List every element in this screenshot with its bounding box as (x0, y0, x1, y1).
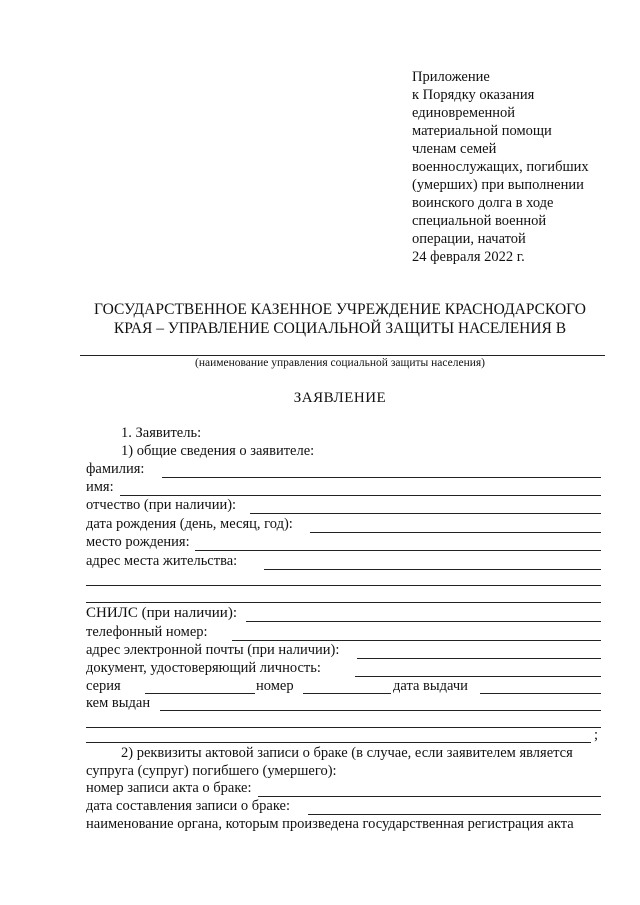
address-label: адрес места жительства: (86, 553, 238, 569)
issued-by-field-line-2[interactable] (86, 727, 601, 728)
appendix-line: Приложение (412, 69, 490, 85)
number-label: номер (256, 678, 294, 694)
marriage-record-number-label: номер записи акта о браке: (86, 780, 252, 796)
snils-field-line[interactable] (246, 621, 601, 622)
appendix-line: (умерших) при выполнении (412, 177, 584, 193)
appendix-line: материальной помощи (412, 123, 552, 139)
organization-line-2: КРАЯ – УПРАВЛЕНИЕ СОЦИАЛЬНОЙ ЗАЩИТЫ НАСЕЛЕНИЯ В (113, 320, 567, 337)
issued-by-field-line-3[interactable] (86, 742, 591, 743)
id-document-field-line[interactable] (355, 676, 601, 677)
number-field-line[interactable] (303, 693, 391, 694)
marriage-record-date-label: дата составления записи о браке: (86, 798, 290, 814)
document-title: ЗАЯВЛЕНИЕ (293, 390, 387, 406)
marriage-record-date-field-line[interactable] (308, 814, 601, 815)
appendix-line: военнослужащих, погибших (412, 159, 589, 175)
appendix-line: специальной военной (412, 213, 547, 229)
registration-body-label: наименование органа, которым произведена государственная регистрация акта (86, 816, 574, 832)
marriage-record-number-field-line[interactable] (258, 796, 601, 797)
appendix-line: к Порядку оказания (412, 87, 535, 103)
series-field-line[interactable] (145, 693, 255, 694)
issue-date-label: дата выдачи (393, 678, 468, 694)
issued-by-label: кем выдан (86, 695, 151, 711)
subsection-2-line-2: супруга (супруг) погибшего (умершего): (86, 763, 337, 779)
birth-date-label: дата рождения (день, месяц, год): (86, 516, 293, 532)
organization-name (60, 300, 620, 338)
surname-label: фамилия: (86, 461, 145, 477)
issued-by-field-line[interactable] (160, 710, 601, 711)
email-field-line[interactable] (357, 658, 601, 659)
patronymic-label: отчество (при наличии): (86, 497, 237, 513)
name-label: имя: (86, 479, 114, 495)
phone-field-line[interactable] (232, 640, 601, 641)
series-label: серия (86, 678, 121, 694)
birth-date-field-line[interactable] (310, 532, 601, 533)
organization-name-field-line[interactable] (80, 355, 605, 356)
email-label: адрес электронной почты (при наличии): (86, 642, 340, 658)
appendix-line: членам семей (412, 141, 497, 157)
address-field-line[interactable] (264, 569, 601, 570)
organization-line-1: ГОСУДАРСТВЕННОЕ КАЗЕННОЕ УЧРЕЖДЕНИЕ КРАСНОДАРСКОГО (94, 301, 586, 318)
snils-label: СНИЛС (при наличии): (86, 605, 237, 621)
issue-date-field-line[interactable] (480, 693, 601, 694)
address-field-line-3[interactable] (86, 602, 601, 603)
appendix-line: 24 февраля 2022 г. (412, 249, 525, 265)
appendix-note (412, 68, 589, 266)
appendix-line: единовременной (412, 105, 516, 121)
surname-field-line[interactable] (162, 477, 601, 478)
birth-place-label: место рождения: (86, 534, 190, 550)
section-1-heading: 1. Заявитель: (121, 425, 202, 441)
subsection-2-line-1: 2) реквизиты актовой записи о браке (в случае, если заявителем является (121, 745, 573, 761)
birth-place-field-line[interactable] (195, 550, 601, 551)
phone-label: телефонный номер: (86, 624, 208, 640)
semicolon: ; (594, 727, 599, 743)
address-field-line-2[interactable] (86, 585, 601, 586)
appendix-line: операции, начатой (412, 231, 526, 247)
appendix-line: воинского долга в ходе (412, 195, 554, 211)
id-document-label: документ, удостоверяющий личность: (86, 660, 321, 676)
organization-caption: (наименование управления социальной защиты населения) (195, 357, 485, 369)
subsection-1-heading: 1) общие сведения о заявителе: (121, 443, 315, 459)
name-field-line[interactable] (120, 495, 601, 496)
patronymic-field-line[interactable] (250, 513, 601, 514)
